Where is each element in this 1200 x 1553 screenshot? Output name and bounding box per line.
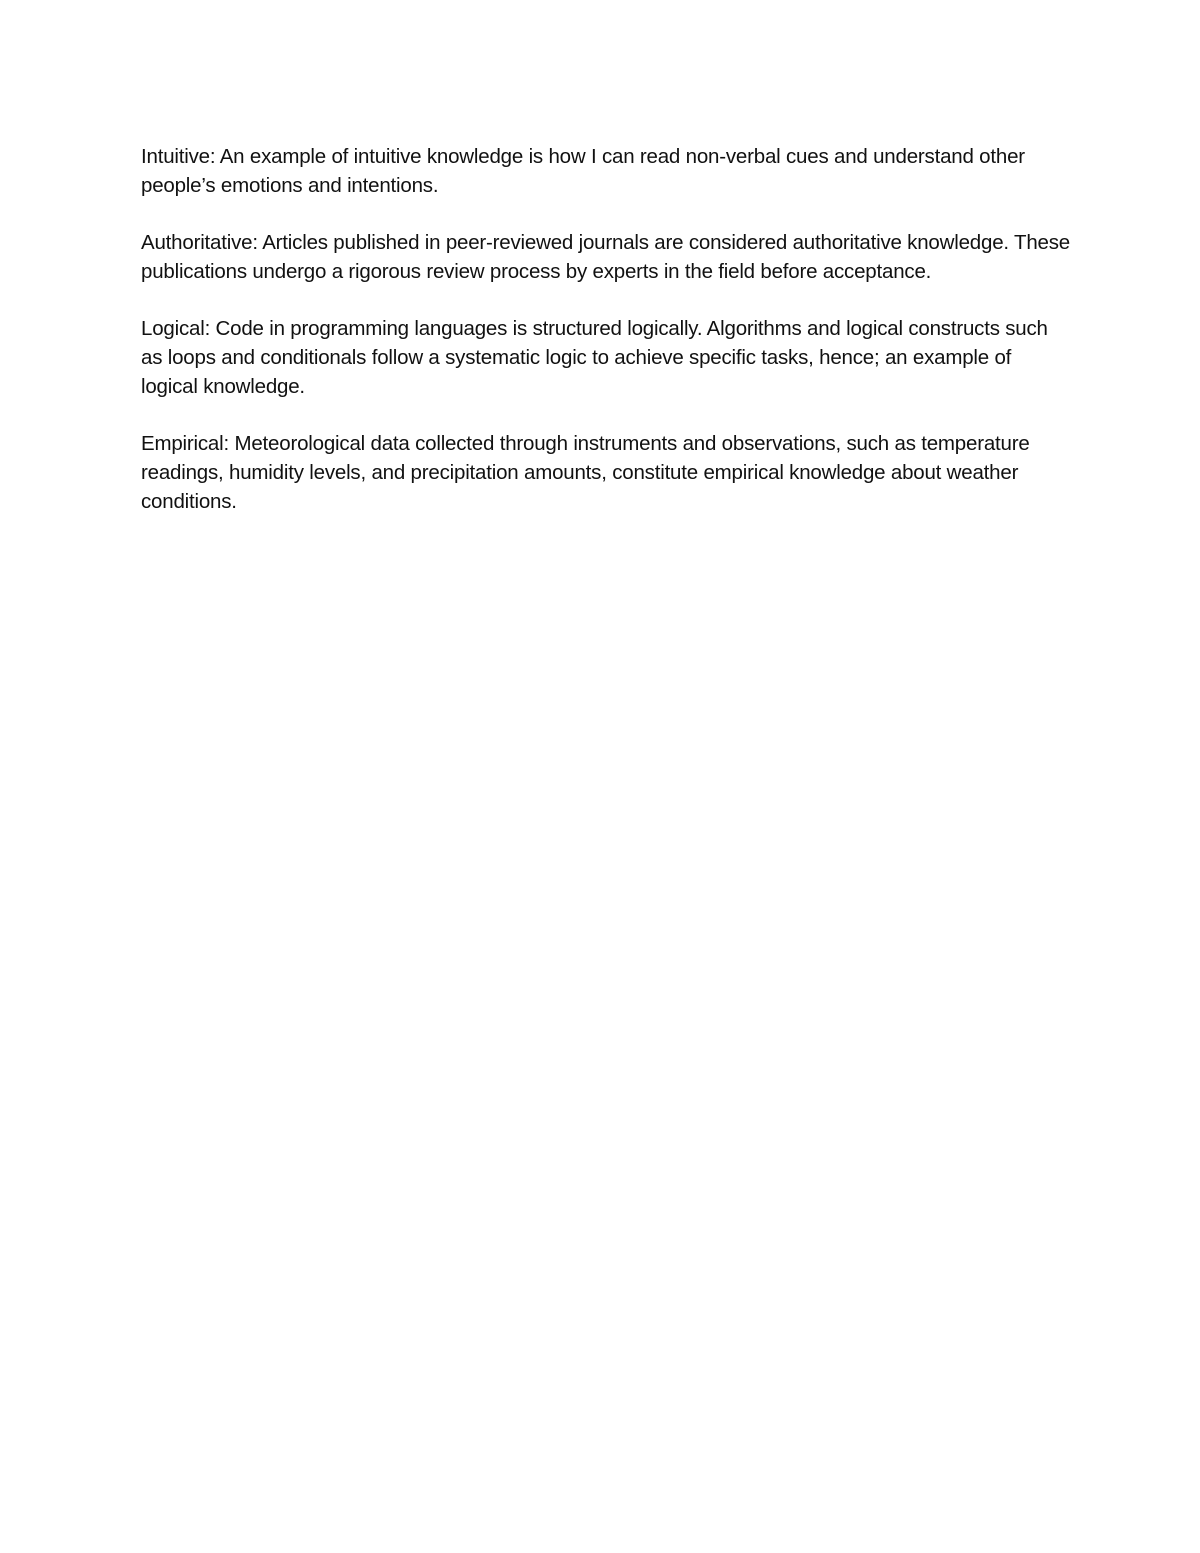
paragraph-intuitive: Intuitive: An example of intuitive knowledge is how I can read non-verbal cues and understand other people’s emotions and intentions.: [141, 145, 1025, 197]
document-body: [141, 142, 1071, 544]
paragraph-empirical: Empirical: Meteorological data collected through instruments and observations, such as temperature readings, humidity levels, and precipitation amounts, constitute empirical knowledge about weather conditions.: [141, 432, 1030, 513]
paragraph-authoritative: Authoritative: Articles published in peer-reviewed journals are considered authoritative knowledge. These publications undergo a rigorous review process by experts in the field before acceptance.: [141, 231, 1070, 283]
paragraph-logical: Logical: Code in programming languages is structured logically. Algorithms and logical constructs such as loops and conditionals follow a systematic logic to achieve specific tasks, hence; an example of logical knowledge.: [141, 317, 1048, 398]
